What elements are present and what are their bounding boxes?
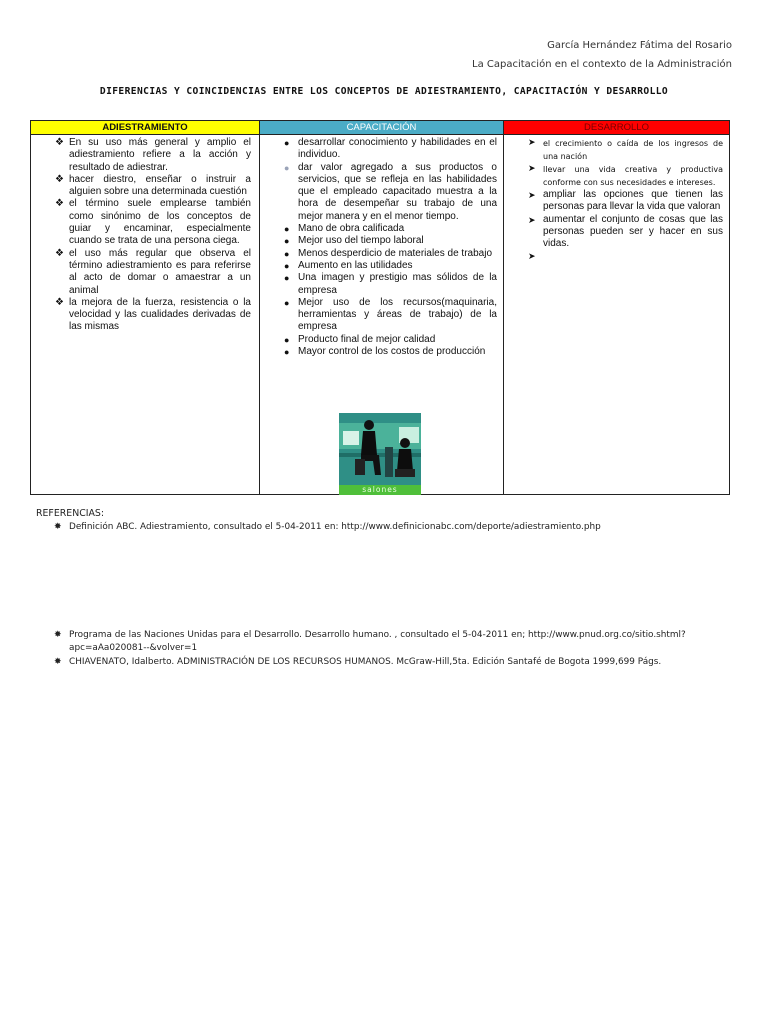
- list-item: ● Una imagen y prestigio mas sólidos de la empresa: [284, 272, 497, 296]
- list-item: ➤ aumentar el conjunto de cosas que las personas pueden ser y hacer en sus vidas.: [528, 213, 723, 250]
- cell-desarrollo: [504, 135, 730, 495]
- cell-adiestramiento: [31, 135, 260, 495]
- list-item: ❖ el término suele emplearse también como sinónimo de los conceptos de guiar y encaminar, especialmente cuando se trata de una persona ciega.: [55, 198, 251, 247]
- bullet-icon: ●: [284, 347, 290, 358]
- list-item: ● Aumento en las utilidades: [284, 259, 413, 271]
- bullet-icon: ●: [284, 162, 290, 173]
- people-at-computers-icon: [339, 413, 421, 485]
- header-capacitacion: CAPACITACIÓN: [260, 121, 504, 135]
- header-desarrollo: DESARROLLO: [504, 121, 730, 135]
- document-header: [472, 36, 732, 74]
- bullet-icon: ●: [284, 273, 290, 284]
- arrow-bullet-icon: ➤: [528, 164, 536, 174]
- reference-item: ✸ Programa de las Naciones Unidas para el Desarrollo. Desarrollo humano. , consultado el 5-04-2011 en; http://www.pnud.org.co/sitio.shtml?apc=aAa020081--&volver=1: [54, 630, 686, 653]
- reference-item: ✸ Definición ABC. Adiestramiento, consultado el 5-04-2011 en: http://www.definicionabc.com/deporte/adiestramiento.php: [54, 522, 601, 532]
- document-subject: La Capacitación en el contexto de la Administración: [472, 59, 732, 70]
- list-item: ● Menos desperdicio de materiales de trabajo: [284, 247, 492, 259]
- bullet-icon: ●: [284, 138, 290, 148]
- bullet-icon: ✸: [54, 657, 62, 667]
- list-item: ● Mayor control de los costos de producción: [284, 346, 486, 358]
- author-name: García Hernández Fátima del Rosario: [547, 40, 732, 51]
- list-item: ❖ hacer diestro, enseñar o instruir a alguien sobre una determinada cuestión: [55, 173, 251, 198]
- references-title: REFERENCIAS:: [36, 508, 105, 519]
- bullet-icon: ✸: [54, 630, 62, 640]
- training-room-image: [339, 413, 421, 495]
- list-item: ● Producto final de mejor calidad: [284, 333, 436, 345]
- bullet-icon: ●: [284, 334, 290, 345]
- bullet-icon: ●: [284, 260, 290, 271]
- list-item: ● dar valor agregado a sus productos o servicios, que se refleja en las habilidades que el empleado capacitado muestra a la hora de desempeñar su trabajo de una mejor manera y en el menor tiempo.: [284, 161, 497, 222]
- reference-item: ✸ CHIAVENATO, Idalberto. ADMINISTRACIÓN DE LOS RECURSOS HUMANOS. McGraw-Hill,5ta. Edición Santafé de Bogota 1999,699 Págs.: [54, 657, 662, 667]
- list-item: ➤ llevar una vida creativa y productiva conforme con sus necesidades e intereses.: [528, 164, 723, 187]
- arrow-bullet-icon: ➤: [528, 251, 536, 262]
- list-item: [504, 250, 729, 264]
- bullet-icon: ●: [284, 236, 290, 247]
- list-item: ● Mejor uso de los recursos(maquinaria, herramientas y áreas de trabajo) de la empresa: [284, 296, 497, 333]
- arrow-bullet-icon: ➤: [528, 214, 536, 225]
- arrow-bullet-icon: ➤: [528, 138, 536, 148]
- bullet-icon: ●: [284, 248, 290, 259]
- list-item: ➤ ampliar las opciones que tienen las personas para llevar la vida que valoran: [528, 189, 723, 213]
- references-section: [36, 508, 104, 522]
- image-caption: salones: [339, 485, 421, 495]
- list-item: ● desarrollar conocimiento y habilidades en el individuo.: [284, 137, 497, 161]
- list-item: ❖ En su uso más general y amplio el adiestramiento refiere a la acción y resultado de adiestrar.: [55, 137, 251, 173]
- diamond-bullet-icon: ❖: [55, 173, 64, 185]
- list-item: ➤ el crecimiento o caída de los ingresos de una nación: [528, 138, 723, 161]
- table-header-row: [31, 121, 730, 135]
- diamond-bullet-icon: ❖: [55, 137, 64, 148]
- list-item: ● Mano de obra calificada: [284, 223, 405, 235]
- diamond-bullet-icon: ❖: [55, 247, 64, 259]
- list-item: ● Mejor uso del tiempo laboral: [284, 235, 424, 247]
- list-item: ❖ el uso más regular que observa el término adiestramiento es para referirse al acto de domar o amaestrar a un animal: [55, 247, 251, 296]
- bullet-icon: ●: [284, 297, 290, 308]
- bullet-icon: ●: [284, 224, 290, 235]
- list-item: ❖ la mejora de la fuerza, resistencia o la velocidad y las cualidades derivadas de las mismas: [55, 296, 251, 333]
- diamond-bullet-icon: ❖: [55, 296, 64, 308]
- arrow-bullet-icon: ➤: [528, 190, 536, 200]
- page-title: DIFERENCIAS Y COINCIDENCIAS ENTRE LOS CONCEPTOS DE ADIESTRAMIENTO, CAPACITACIÓN Y DESARROLLO: [99, 86, 669, 97]
- diamond-bullet-icon: ❖: [55, 198, 64, 210]
- header-adiestramiento: ADIESTRAMIENTO: [31, 121, 260, 135]
- bullet-icon: ✸: [54, 522, 62, 532]
